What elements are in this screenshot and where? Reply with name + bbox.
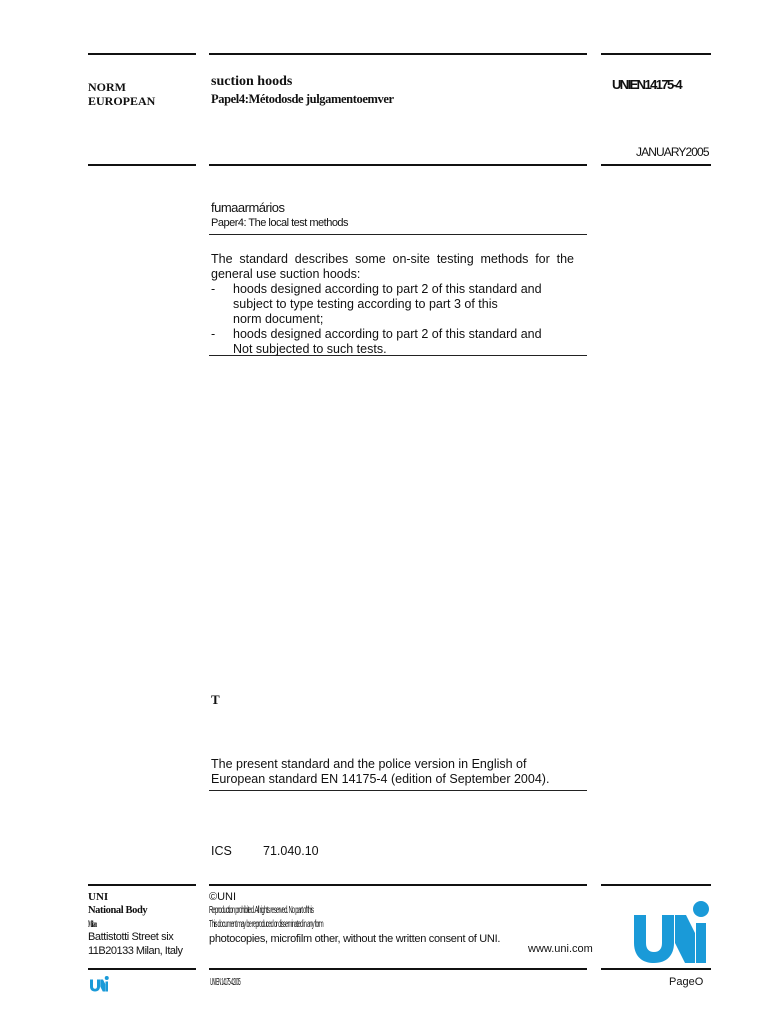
rights-line2: This document may be reproduced or disseminated in any form (209, 919, 323, 930)
page-number: PageO (669, 976, 704, 988)
ics-value: 71.040.10 (263, 844, 319, 858)
footer-rule-middle (209, 884, 587, 886)
rights-line1: Reproduction prohibited. All rights reserved. No part of this (209, 905, 314, 916)
norm-label (88, 80, 155, 108)
ics-label: ICS (211, 844, 232, 858)
website-link[interactable]: www.uni.com (528, 943, 593, 955)
list-item-line: subject to type testing according to part 3 of this (233, 297, 498, 311)
bottom-rule-middle (209, 968, 587, 970)
org-street: Battistotti Street six (88, 931, 174, 943)
section-subtitle: Paper4: The local test methods (211, 217, 349, 229)
section-title: fumaarmários (211, 200, 285, 215)
org-name: UNI (88, 891, 109, 903)
list-item (211, 282, 574, 327)
document-subtitle: Papel4:Métodosde julgamentoemver (211, 92, 394, 106)
note-rule (209, 790, 587, 791)
header-rule-middle (209, 164, 587, 166)
header-rule-left (88, 164, 196, 166)
copyright-block (209, 890, 599, 946)
list-dash: - (211, 282, 216, 296)
list-item-line: norm document; (233, 312, 324, 326)
rights-line3: photocopies, microfilm other, without the written consent of UNI. (209, 933, 501, 945)
uni-logo-small-icon (88, 974, 110, 992)
scope-intro: The standard describes some on-site testing methods for the general use suction hoods: (211, 252, 574, 281)
uni-logo (630, 893, 710, 965)
top-rule-right (601, 53, 711, 55)
top-rule-middle (209, 53, 587, 55)
bottom-rule-left (88, 968, 196, 970)
org-type: National Body (88, 905, 148, 916)
scope-block (211, 252, 574, 357)
header-rule-right (601, 164, 711, 166)
note-text: The present standard and the police version in English of European standard EN 14175-4 (edition of September 2004). (211, 757, 550, 786)
bottom-code: UNI EN 14175-4:2005 (210, 977, 241, 988)
norm-label-line2: EUROPEAN (88, 94, 156, 108)
org-block (88, 890, 182, 958)
document-title: suction hoods (211, 74, 293, 89)
footer-rule-left (88, 884, 196, 886)
norm-label-line1: NORM (88, 80, 126, 94)
top-rule-left (88, 53, 196, 55)
list-item-text (233, 327, 542, 357)
org-postal: 11B20133 Milan, Italy (88, 945, 183, 957)
org-city: Milan (88, 919, 97, 929)
section-rule (209, 234, 587, 235)
scope-rule (209, 355, 587, 356)
t-mark: T (211, 692, 220, 707)
list-item-line: hoods designed according to part 2 of this standard and (233, 327, 542, 341)
publication-date: JANUARY2005 (636, 145, 709, 159)
bottom-rule-right (601, 968, 711, 970)
uni-logo-icon (630, 893, 710, 965)
copyright: ©UNI (209, 891, 237, 903)
list-dash: - (211, 327, 216, 341)
list-item-line: Not subjected to such tests. (233, 342, 387, 356)
list-item (211, 327, 574, 357)
list-item-text (233, 282, 542, 327)
standard-code: UNIEN14175-4 (612, 77, 681, 92)
footer-rule-right (601, 884, 711, 886)
list-item-line: hoods designed according to part 2 of this standard and (233, 282, 542, 296)
uni-logo-small (88, 974, 110, 992)
